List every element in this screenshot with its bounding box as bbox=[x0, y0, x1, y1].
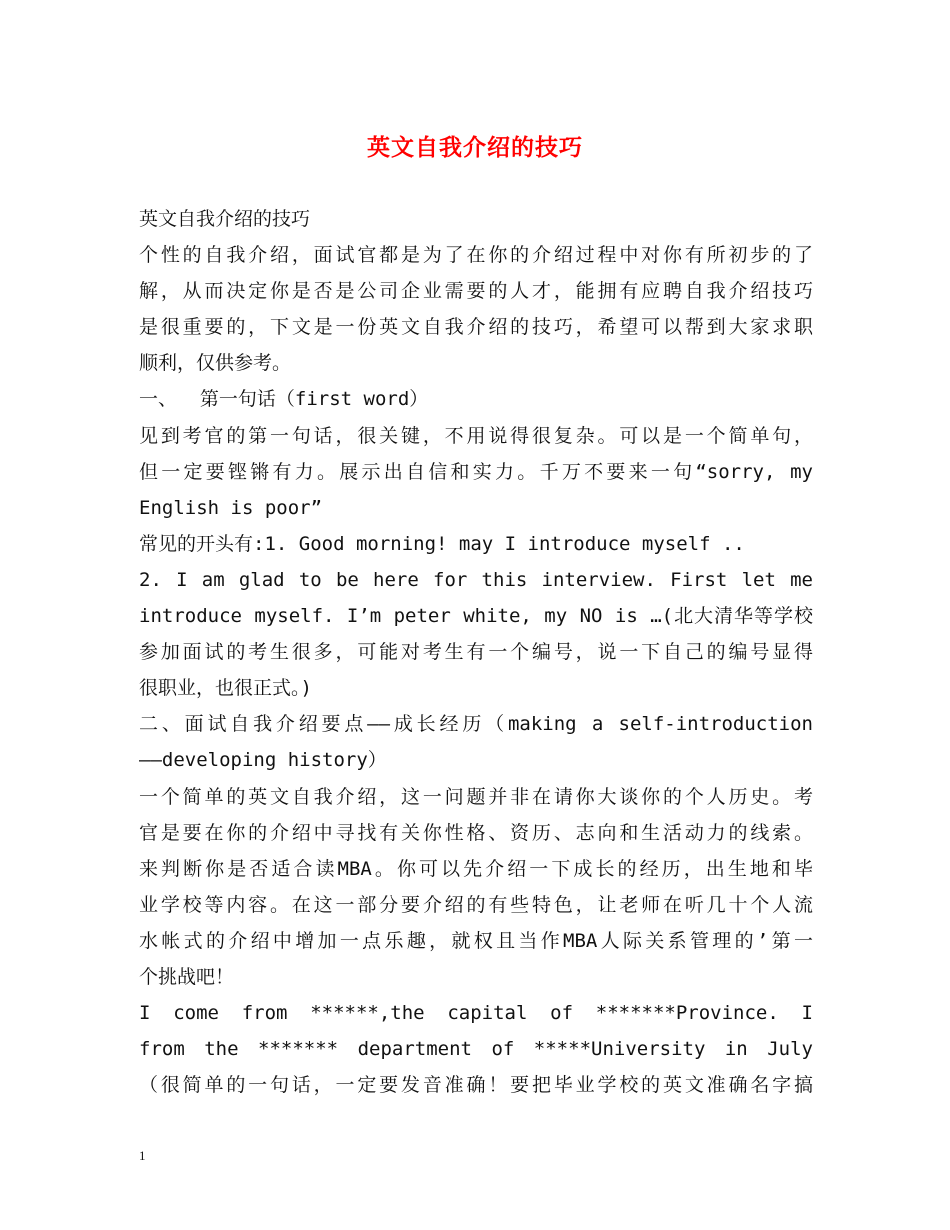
body-line: 一个简单的英文自我介绍，这一问题并非在请你大谈你的个人历史。考 bbox=[139, 785, 813, 808]
body-line: 见到考官的第一句话，很关键，不用说得很复杂。可以是一个简单句， bbox=[139, 424, 813, 447]
body-line: 但一定要铿锵有力。展示出自信和实力。千万不要来一句“sorry, my bbox=[139, 460, 813, 483]
body-line: 个挑战吧！ bbox=[139, 965, 235, 988]
body-line: 水帐式的介绍中增加一点乐趣，就权且当作MBA人际关系管理的’第一 bbox=[139, 929, 813, 952]
body-line: 常见的开头有:1. Good morning! may I introduce myself .. bbox=[139, 532, 745, 555]
body-line: 参加面试的考生很多，可能对考生有一个编号，说一下自己的编号显得 bbox=[139, 641, 813, 664]
body-line: 来判断你是否适合读MBA。你可以先介绍一下成长的经历，出生地和毕 bbox=[139, 857, 813, 880]
page-number: 1 bbox=[139, 1148, 146, 1163]
body-line: introduce myself. I’m peter white, my NO is …(北大清华等学校 bbox=[139, 605, 813, 628]
body-line: 个性的自我介绍，面试官都是为了在你的介绍过程中对你有所初步的了 bbox=[139, 244, 813, 267]
document-body bbox=[139, 201, 813, 1103]
body-line: ——developing history） bbox=[139, 749, 387, 772]
body-line: 顺利，仅供参考。 bbox=[139, 352, 292, 375]
body-line: 一、 第一句话（first word） bbox=[139, 388, 429, 411]
body-line: English is poor” bbox=[139, 496, 323, 519]
body-line: 二、面试自我介绍要点——成长经历（making a self-introduction bbox=[139, 713, 813, 736]
body-line: 是很重要的，下文是一份英文自我介绍的技巧，希望可以帮到大家求职 bbox=[139, 316, 813, 339]
body-line: 英文自我介绍的技巧 bbox=[139, 208, 311, 230]
body-line: 解，从而决定你是否是公司企业需要的人才，能拥有应聘自我介绍技巧 bbox=[139, 280, 813, 303]
document-title: 英文自我介绍的技巧 bbox=[367, 134, 583, 161]
body-line: 很职业，也很正式。) bbox=[139, 677, 312, 700]
body-line: from the ******* department of *****University in July bbox=[139, 1038, 813, 1061]
body-line: 2. I am glad to be here for this interview. First let me bbox=[139, 568, 813, 591]
body-line: 业学校等内容。在这一部分要介绍的有些特色，让老师在听几十个人流 bbox=[139, 893, 813, 916]
body-line: I come from ******,the capital of *******Province. I bbox=[139, 1002, 813, 1025]
body-line: （很简单的一句话，一定要发音准确！要把毕业学校的英文准确名字搞 bbox=[139, 1074, 813, 1097]
body-line: 官是要在你的介绍中寻找有关你性格、资历、志向和生活动力的线索。 bbox=[139, 821, 813, 844]
